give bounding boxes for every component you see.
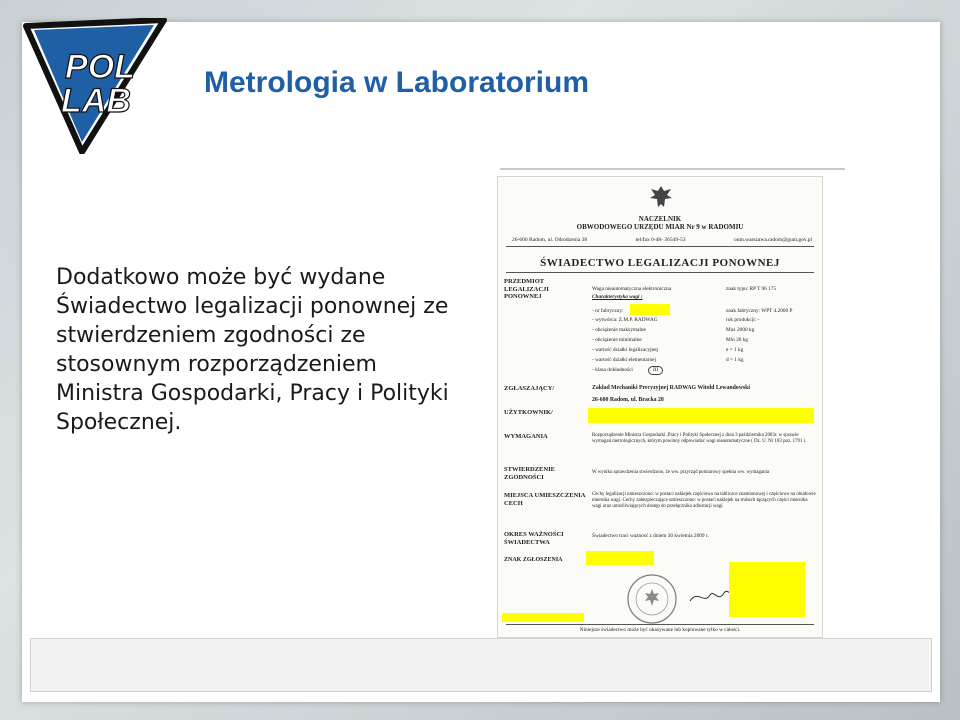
spec-right-1: znak fabryczny: WPT 4.2000 P — [726, 308, 793, 314]
requirements-text: Rozporządzenie Ministra Gospodarki ,Pracy i Polityki Społecznej z dnia 3 października 2003r. w sprawie wymagań metrologicznych, którym powinny odpowiadać wagi nieautomatyczne ( Dz. U. Nr 183 poz. 1791 ). — [592, 433, 807, 445]
spec-right-4: Min 20 kg — [726, 337, 749, 343]
requirements-label: WYMAGANIA — [504, 433, 548, 440]
compliance-text: W wyniku sprawdzenia stwierdzono, że ww. przyrząd pomiarowy spełnia ww. wymagania — [592, 470, 770, 475]
accuracy-class-badge: III — [648, 366, 663, 375]
redaction-highlight — [586, 551, 654, 565]
header-line2: OBWODOWEGO URZĘDU MIAR Nr 9 w RADOMIU — [576, 223, 744, 231]
spec-right-5: e = 1 kg — [726, 347, 744, 353]
spec-right-3: Max 2000 kg — [726, 327, 755, 333]
characteristics-title: Charakterystyka wagi : — [592, 294, 643, 300]
applicant-name: Zakład Mechaniki Precyzyjnej RADWAG Witold Lewandowski — [592, 385, 750, 391]
redaction-highlight — [588, 408, 814, 423]
spec-left-1: - nr fabryczny: — [592, 308, 624, 314]
spec-left-2: - wytwórca: Z.M.P. RADWAG — [592, 317, 658, 323]
address-line — [512, 237, 812, 243]
applicant-label: ZGŁASZAJĄCY/ — [504, 385, 555, 392]
report-label: ZNAK ZGŁOSZENIA — [504, 557, 563, 563]
redaction-highlight — [630, 304, 670, 315]
bottom-bar — [30, 638, 932, 692]
official-stamp — [626, 573, 678, 625]
pollab-logo-icon — [22, 18, 168, 154]
logo-line1: POL — [65, 48, 135, 86]
spec-left-4: - obciążenie minimalne — [592, 337, 642, 343]
validity-label: OKRES WAŻNOŚCI ŚWIADECTWA — [504, 531, 564, 546]
spec-right-2: rok produkcji: - — [726, 317, 760, 323]
subject-name: Waga nieautomatyczna elektroniczna — [592, 286, 671, 292]
spec-left-6: - wartość działki elementarnej — [592, 357, 656, 363]
redaction-highlight — [502, 613, 584, 622]
email: oum.warszawa.radom@gum.gov.pl — [733, 237, 812, 243]
spec-left-7: - klasa dokładności — [592, 367, 633, 373]
page-title: Metrologia w Laboratorium — [204, 66, 590, 99]
document-header — [498, 215, 822, 231]
certificate-title: ŚWIADECTWO LEGALIZACJI PONOWNEJ — [540, 257, 780, 269]
type-mark: znak typu: RP T 96 175 — [726, 286, 777, 292]
separator — [506, 246, 814, 247]
title-divider — [500, 168, 845, 170]
certificate-document — [497, 176, 823, 638]
footer-note: Niniejsze świadectwo może być okazywane lub kopiowane tylko w całości. — [579, 627, 741, 633]
header-line1: NACZELNIK — [638, 215, 682, 223]
spec-left-5: - wartość działki legalizacyjnej — [592, 347, 659, 353]
marks-text: Cechy legalizacji umieszczono: w postaci naklejek częściowo na tabliczce znamionowej i częściowo na obudowie miernika wagi. Cechy zabezpieczające umieszczono: w postaci naklejek na trubach łączących części miernika wagi oraz umożliwiających dostęp do przełącznika adiustacji wagi. — [592, 492, 816, 510]
separator — [506, 272, 814, 273]
compliance-label: STWIERDZENIE ZGODNOŚCI — [504, 466, 555, 481]
user-label: UŻYTKOWNIK/ — [504, 409, 553, 416]
separator — [506, 624, 814, 625]
spec-left-3: - obciążenie maksymalne — [592, 327, 646, 333]
eagle-emblem-icon — [647, 183, 675, 211]
marks-label: MIEJSCA UMIESZCZENIA CECH — [504, 492, 586, 507]
body-paragraph: Dodatkowo może być wydane Świadectwo legalizacji ponownej ze stwierdzeniem zgodności ze stosownym rozporządzeniem Ministra Gospodarki, Pracy i Polityki Społecznej. — [56, 265, 449, 435]
applicant-address: 26-600 Radom, ul. Bracka 28 — [592, 397, 664, 403]
subject-label: PRZEDMIOT LEGALIZACJI PONOWNEJ — [504, 278, 549, 300]
phone: tel/fax 0-48- 36549-53 — [635, 237, 686, 243]
validity-text: Świadectwo traci ważność z dniem 30 kwietnia 2009 r. — [592, 533, 709, 539]
address: 26-600 Radom, ul. Odrodzenia 38 — [512, 237, 588, 243]
spec-right-6: d = 1 kg — [726, 357, 744, 363]
redaction-highlight — [729, 562, 805, 617]
logo-line2: LAB — [61, 82, 131, 120]
